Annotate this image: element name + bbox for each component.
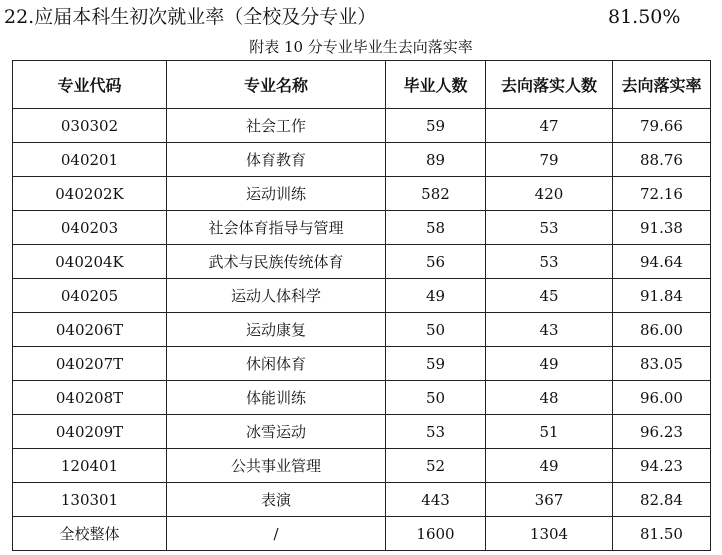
cell-graduates: 443 bbox=[386, 483, 486, 517]
cell-placed: 1304 bbox=[486, 517, 613, 551]
cell-major-code: 040201 bbox=[13, 143, 167, 177]
cell-placed: 53 bbox=[486, 211, 613, 245]
cell-major-name: 公共事业管理 bbox=[167, 449, 386, 483]
cell-major-name: 休闲体育 bbox=[167, 347, 386, 381]
cell-placed: 51 bbox=[486, 415, 613, 449]
cell-major-name: 运动人体科学 bbox=[167, 279, 386, 313]
column-header-graduates: 毕业人数 bbox=[386, 61, 486, 109]
cell-major-name: 社会工作 bbox=[167, 109, 386, 143]
cell-placement-rate: 82.84 bbox=[613, 483, 711, 517]
table-row bbox=[13, 211, 711, 245]
cell-major-name: 体能训练 bbox=[167, 381, 386, 415]
section-heading-text: 22.应届本科生初次就业率（全校及分专业） bbox=[4, 6, 377, 28]
cell-placement-rate: 96.23 bbox=[613, 415, 711, 449]
cell-placement-rate: 81.50 bbox=[613, 517, 711, 551]
cell-placed: 420 bbox=[486, 177, 613, 211]
table-row bbox=[13, 449, 711, 483]
cell-graduates: 50 bbox=[386, 313, 486, 347]
table-row bbox=[13, 279, 711, 313]
cell-major-name: 武术与民族传统体育 bbox=[167, 245, 386, 279]
column-header-placement-rate: 去向落实率 bbox=[613, 61, 711, 109]
cell-placement-rate: 91.84 bbox=[613, 279, 711, 313]
cell-major-code: 040204K bbox=[13, 245, 167, 279]
table-caption: 附表 10 分专业毕业生去向落实率 bbox=[249, 38, 473, 56]
cell-placement-rate: 94.23 bbox=[613, 449, 711, 483]
cell-graduates: 49 bbox=[386, 279, 486, 313]
section-heading bbox=[4, 4, 704, 30]
table-header-row bbox=[13, 61, 711, 109]
cell-major-name: / bbox=[167, 517, 386, 551]
cell-graduates: 59 bbox=[386, 347, 486, 381]
cell-major-name: 表演 bbox=[167, 483, 386, 517]
cell-major-code: 040205 bbox=[13, 279, 167, 313]
cell-placement-rate: 96.00 bbox=[613, 381, 711, 415]
cell-major-name: 社会体育指导与管理 bbox=[167, 211, 386, 245]
cell-placement-rate: 83.05 bbox=[613, 347, 711, 381]
column-header-major-code: 专业代码 bbox=[13, 61, 167, 109]
cell-placement-rate: 79.66 bbox=[613, 109, 711, 143]
table-row bbox=[13, 177, 711, 211]
cell-major-name: 冰雪运动 bbox=[167, 415, 386, 449]
cell-placed: 49 bbox=[486, 347, 613, 381]
cell-major-code: 040206T bbox=[13, 313, 167, 347]
table-row bbox=[13, 381, 711, 415]
cell-graduates: 1600 bbox=[386, 517, 486, 551]
cell-placement-rate: 72.16 bbox=[613, 177, 711, 211]
cell-major-code: 030302 bbox=[13, 109, 167, 143]
table-row bbox=[13, 347, 711, 381]
cell-graduates: 52 bbox=[386, 449, 486, 483]
cell-major-code: 040203 bbox=[13, 211, 167, 245]
cell-placed: 43 bbox=[486, 313, 613, 347]
cell-major-code: 040202K bbox=[13, 177, 167, 211]
cell-graduates: 53 bbox=[386, 415, 486, 449]
table-row bbox=[13, 313, 711, 347]
cell-placed: 45 bbox=[486, 279, 613, 313]
cell-placed: 367 bbox=[486, 483, 613, 517]
table-row bbox=[13, 483, 711, 517]
cell-placement-rate: 86.00 bbox=[613, 313, 711, 347]
cell-placed: 47 bbox=[486, 109, 613, 143]
cell-placement-rate: 94.64 bbox=[613, 245, 711, 279]
column-header-major-name: 专业名称 bbox=[167, 61, 386, 109]
table-row bbox=[13, 415, 711, 449]
cell-placed: 79 bbox=[486, 143, 613, 177]
cell-placement-rate: 91.38 bbox=[613, 211, 711, 245]
table-row bbox=[13, 109, 711, 143]
cell-placed: 53 bbox=[486, 245, 613, 279]
cell-graduates: 50 bbox=[386, 381, 486, 415]
cell-major-code: 120401 bbox=[13, 449, 167, 483]
cell-major-code: 130301 bbox=[13, 483, 167, 517]
employment-rate-table bbox=[12, 60, 711, 551]
table-body bbox=[13, 109, 711, 551]
table-row bbox=[13, 143, 711, 177]
cell-major-name: 运动康复 bbox=[167, 313, 386, 347]
table-row-total bbox=[13, 517, 711, 551]
cell-major-code: 040208T bbox=[13, 381, 167, 415]
cell-major-code: 040209T bbox=[13, 415, 167, 449]
cell-graduates: 58 bbox=[386, 211, 486, 245]
cell-placed: 49 bbox=[486, 449, 613, 483]
column-header-placed: 去向落实人数 bbox=[486, 61, 613, 109]
cell-placed: 48 bbox=[486, 381, 613, 415]
cell-graduates: 56 bbox=[386, 245, 486, 279]
cell-graduates: 582 bbox=[386, 177, 486, 211]
cell-graduates: 89 bbox=[386, 143, 486, 177]
table-row bbox=[13, 245, 711, 279]
cell-major-code: 040207T bbox=[13, 347, 167, 381]
cell-major-code: 全校整体 bbox=[13, 517, 167, 551]
cell-major-name: 运动训练 bbox=[167, 177, 386, 211]
cell-major-name: 体育教育 bbox=[167, 143, 386, 177]
overall-employment-rate: 81.50% bbox=[608, 6, 681, 28]
cell-graduates: 59 bbox=[386, 109, 486, 143]
cell-placement-rate: 88.76 bbox=[613, 143, 711, 177]
